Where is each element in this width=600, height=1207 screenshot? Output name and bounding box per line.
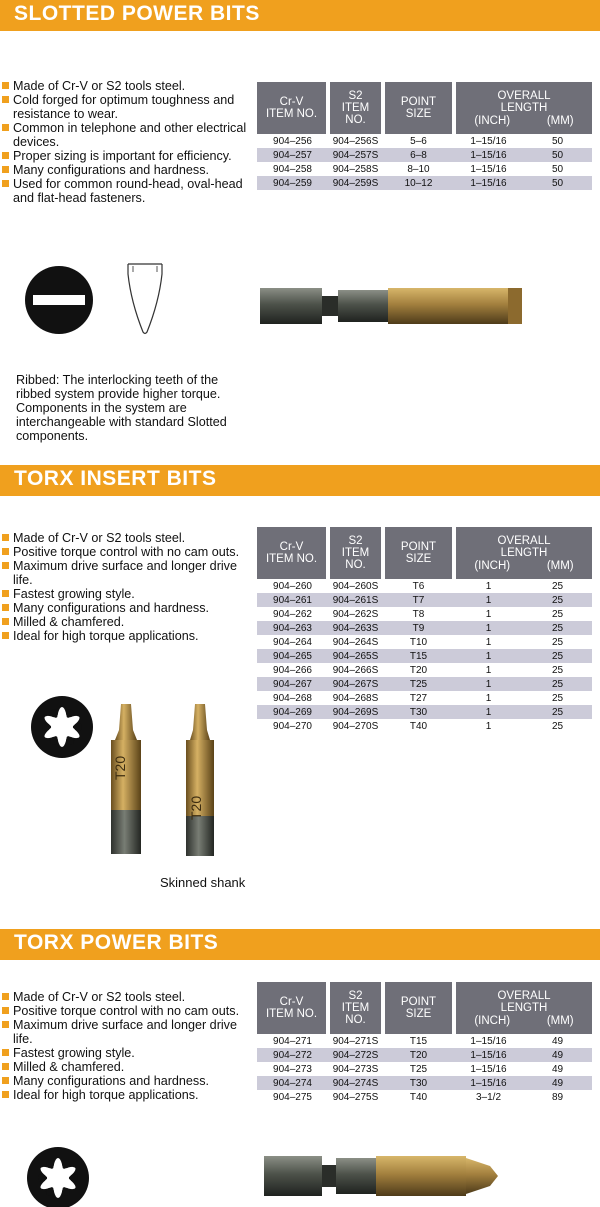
feature-item: Milled & chamfered. xyxy=(0,1060,250,1074)
torx-star-icon xyxy=(30,695,94,759)
feature-item: Cold forged for optimum toughness and resistance to wear. xyxy=(0,93,250,121)
feature-item: Maximum drive surface and longer drive life. xyxy=(0,559,250,587)
col-header-length: OVERALL LENGTH (INCH) (MM) xyxy=(454,82,592,134)
col-header-point: POINT SIZE xyxy=(383,982,454,1034)
section-banner-torx-power xyxy=(0,929,600,959)
skinned-shank-caption: Skinned shank xyxy=(160,875,246,890)
feature-item: Ideal for high torque applications. xyxy=(0,629,250,643)
table-row: 904–270 904–270S T40 1 25 xyxy=(273,720,564,732)
slotted-bit-image xyxy=(258,282,528,330)
table-row: 904–263 904–263S T9 1 25 xyxy=(257,621,592,635)
divider xyxy=(0,959,600,960)
feature-item: Ideal for high torque applications. xyxy=(0,1088,250,1102)
torx-star-icon xyxy=(26,1146,90,1207)
col-header-point: POINT SIZE xyxy=(383,527,454,579)
feature-item: Many configurations and hardness. xyxy=(0,601,250,615)
spec-table-slotted xyxy=(257,82,592,190)
section-title: TORX POWER BITS xyxy=(14,931,219,954)
feature-item: Maximum drive surface and longer drive life. xyxy=(0,1018,250,1046)
feature-item: Proper sizing is important for efficiency. xyxy=(0,149,250,163)
table-row: 904–258 904–258S 8–10 1–15/16 50 xyxy=(273,163,564,175)
table-row: 904–259 904–259S 10–12 1–15/16 50 xyxy=(257,176,592,190)
table-row: 904–271 904–271S T15 1–15/16 49 xyxy=(273,1035,564,1047)
section-title: SLOTTED POWER BITS xyxy=(14,2,260,25)
section-title: TORX INSERT BITS xyxy=(14,467,217,490)
torx-power-bit-image xyxy=(262,1150,502,1202)
table-row: 904–257 904–257S 6–8 1–15/16 50 xyxy=(257,148,592,162)
torx-insert-bit-image-2 xyxy=(180,700,220,858)
feature-item: Many configurations and hardness. xyxy=(0,1074,250,1088)
table-row: 904–265 904–265S T15 1 25 xyxy=(257,649,592,663)
slotted-tip-icon xyxy=(24,265,94,335)
feature-item: Made of Cr-V or S2 tools steel. xyxy=(0,531,250,545)
feature-item: Many configurations and hardness. xyxy=(0,163,250,177)
section-banner-slotted xyxy=(0,0,600,30)
col-header-length: OVERALL LENGTH (INCH) (MM) xyxy=(454,527,592,579)
spec-table-torx-power xyxy=(257,982,592,1104)
feature-item: Fastest growing style. xyxy=(0,587,250,601)
col-header-point: POINT SIZE xyxy=(383,82,454,134)
table-row: 904–275 904–275S T40 3–1/2 89 xyxy=(273,1091,564,1103)
feature-item: Made of Cr-V or S2 tools steel. xyxy=(0,79,250,93)
bit-label: T20 xyxy=(112,755,128,780)
divider xyxy=(0,495,600,496)
table-header-row xyxy=(257,82,592,134)
feature-list-torx-insert xyxy=(0,531,250,643)
table-header-row xyxy=(257,527,592,579)
table-row: 904–262 904–262S T8 1 25 xyxy=(273,608,564,620)
table-header-row xyxy=(257,982,592,1034)
col-header-length: OVERALL LENGTH (INCH) (MM) xyxy=(454,982,592,1034)
table-row: 904–268 904–268S T27 1 25 xyxy=(273,692,564,704)
table-row: 904–261 904–261S T7 1 25 xyxy=(257,593,592,607)
ribbed-note: Ribbed: The interlocking teeth of the ribbed system provide higher torque. Components in the system are interchangeable with standard Slotted components. xyxy=(16,373,227,443)
col-header-crv: Cr-V ITEM NO. xyxy=(257,982,328,1034)
col-header-s2: S2 ITEM NO. xyxy=(328,527,383,579)
feature-item: Common in telephone and other electrical devices. xyxy=(0,121,250,149)
table-row: 904–273 904–273S T25 1–15/16 49 xyxy=(273,1063,564,1075)
col-header-s2: S2 ITEM NO. xyxy=(328,982,383,1034)
bit-label-2: T20 xyxy=(188,795,204,820)
table-row: 904–274 904–274S T30 1–15/16 49 xyxy=(257,1076,592,1090)
divider xyxy=(0,30,600,31)
feature-item: Made of Cr-V or S2 tools steel. xyxy=(0,990,250,1004)
feature-item: Positive torque control with no cam outs. xyxy=(0,1004,250,1018)
col-header-crv: Cr-V ITEM NO. xyxy=(257,527,328,579)
col-header-s2: S2 ITEM NO. xyxy=(328,82,383,134)
table-row: 904–266 904–266S T20 1 25 xyxy=(273,664,564,676)
table-row: 904–269 904–269S T30 1 25 xyxy=(257,705,592,719)
feature-item: Milled & chamfered. xyxy=(0,615,250,629)
table-row: 904–256 904–256S 5–6 1–15/16 50 xyxy=(273,135,564,147)
section-banner-torx-insert xyxy=(0,465,600,495)
table-row: 904–260 904–260S T6 1 25 xyxy=(273,580,564,592)
feature-item: Used for common round-head, oval-head and flat-head fasteners. xyxy=(0,177,250,205)
feature-item: Fastest growing style. xyxy=(0,1046,250,1060)
table-row: 904–272 904–272S T20 1–15/16 49 xyxy=(257,1048,592,1062)
table-row: 904–267 904–267S T25 1 25 xyxy=(257,677,592,691)
feature-item: Positive torque control with no cam outs. xyxy=(0,545,250,559)
slotted-profile-icon xyxy=(125,262,165,337)
feature-list-slotted xyxy=(0,79,250,205)
table-row: 904–264 904–264S T10 1 25 xyxy=(273,636,564,648)
col-header-crv: Cr-V ITEM NO. xyxy=(257,82,328,134)
spec-table-torx-insert xyxy=(257,527,592,733)
feature-list-torx-power xyxy=(0,990,250,1102)
